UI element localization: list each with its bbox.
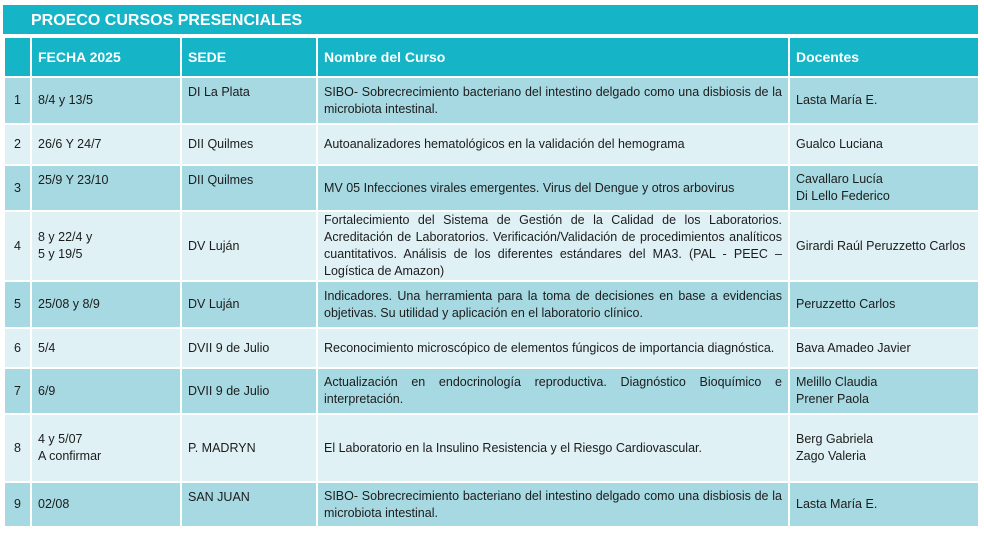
curso-cell: Autoanalizadores hematológicos en la validación del hemograma xyxy=(317,124,789,165)
curso-cell: SIBO- Sobrecrecimiento bacteriano del intestino delgado como una disbiosis de la microbiota intestinal. xyxy=(317,77,789,124)
sheet-title: PROECO CURSOS PRESENCIALES xyxy=(3,5,978,36)
row-number: 4 xyxy=(4,211,31,281)
fecha-cell-line: 6/9 xyxy=(38,383,56,398)
fecha-cell-line: 02/08 xyxy=(38,497,70,511)
docentes-cell-line: Lasta María E. xyxy=(796,497,878,511)
docentes-cell-line: Peruzzetto Carlos xyxy=(796,297,896,311)
fecha-cell-line: 25/9 Y 23/10 xyxy=(38,173,109,187)
docentes-cell-line: Prener Paola xyxy=(796,392,869,406)
row-number: 1 xyxy=(4,77,31,124)
row-number: 7 xyxy=(4,368,31,414)
row-number: 3 xyxy=(4,165,31,211)
courses-table xyxy=(3,36,980,528)
docentes-cell-line: Di Lello Federico xyxy=(796,189,890,203)
fecha-cell xyxy=(31,281,181,328)
docentes-cell xyxy=(789,124,979,165)
fecha-cell-line: 8/4 y 13/5 xyxy=(38,93,93,107)
fecha-cell-line: A confirmar xyxy=(38,449,102,463)
fecha-cell xyxy=(31,211,181,281)
sede-cell: DII Quilmes xyxy=(181,165,317,211)
docentes-cell xyxy=(789,165,979,211)
fecha-cell xyxy=(31,328,181,368)
fecha-cell-line: 26/6 Y 24/7 xyxy=(38,137,102,151)
header-curso: Nombre del Curso xyxy=(317,37,789,77)
sede-cell: P. MADRYN xyxy=(181,414,317,482)
docentes-cell-line: Gualco Luciana xyxy=(796,137,883,151)
fecha-cell xyxy=(31,77,181,124)
table-row xyxy=(4,482,979,527)
docentes-cell xyxy=(789,281,979,328)
sede-cell: DV Luján xyxy=(181,281,317,328)
row-number: 9 xyxy=(4,482,31,527)
docentes-cell xyxy=(789,328,979,368)
curso-cell: Actualización en endocrinología reproductiva. Diagnóstico Bioquímico e interpretación. xyxy=(317,368,789,414)
curso-cell: Indicadores. Una herramienta para la toma de decisiones en base a evidencias objetivas. Su utilidad y aplicación en el laboratorio clínico. xyxy=(317,281,789,328)
curso-cell: Reconocimiento microscópico de elementos fúngicos de importancia diagnóstica. xyxy=(317,328,789,368)
fecha-cell xyxy=(31,165,181,211)
header-docentes: Docentes xyxy=(789,37,979,77)
header-number xyxy=(4,37,31,77)
docentes-cell xyxy=(789,482,979,527)
table-row xyxy=(4,165,979,211)
curso-cell: El Laboratorio en la Insulino Resistencia y el Riesgo Cardiovascular. xyxy=(317,414,789,482)
curso-cell: MV 05 Infecciones virales emergentes. Virus del Dengue y otros arbovirus xyxy=(317,165,789,211)
header-row xyxy=(4,37,979,77)
curso-cell: Fortalecimiento del Sistema de Gestión de la Calidad de los Laboratorios. Acreditación de Laboratorios. Verificación/Validación de procedimientos analíticos cuantitativos. Análisis de los diferentes estándares del MA3. (PAL - PEEC – Logística de Amazon) xyxy=(317,211,789,281)
sede-cell: DVII 9 de Julio xyxy=(181,368,317,414)
header-fecha: FECHA 2025 xyxy=(31,37,181,77)
docentes-cell xyxy=(789,77,979,124)
row-number: 6 xyxy=(4,328,31,368)
table-row xyxy=(4,77,979,124)
docentes-cell-line: Girardi Raúl Peruzzetto Carlos xyxy=(796,238,966,253)
row-number: 5 xyxy=(4,281,31,328)
table-row xyxy=(4,328,979,368)
sede-cell: DVII 9 de Julio xyxy=(181,328,317,368)
sede-cell: SAN JUAN xyxy=(181,482,317,527)
sede-cell: DV Luján xyxy=(181,211,317,281)
docentes-cell xyxy=(789,368,979,414)
courses-sheet xyxy=(3,5,978,528)
curso-cell: SIBO- Sobrecrecimiento bacteriano del intestino delgado como una disbiosis de la microbiota intestinal. xyxy=(317,482,789,527)
fecha-cell xyxy=(31,414,181,482)
fecha-cell xyxy=(31,368,181,414)
row-number: 8 xyxy=(4,414,31,482)
docentes-cell-line: Lasta María E. xyxy=(796,93,878,107)
table-row xyxy=(4,414,979,482)
table-row xyxy=(4,368,979,414)
fecha-cell-line: 4 y 5/07 xyxy=(38,432,83,446)
table-row xyxy=(4,124,979,165)
courses-body xyxy=(4,77,979,527)
fecha-cell-line: 5 y 19/5 xyxy=(38,247,83,261)
table-row xyxy=(4,211,979,281)
header-sede: SEDE xyxy=(181,37,317,77)
docentes-cell-line: Zago Valeria xyxy=(796,449,866,463)
docentes-cell-line: Berg Gabriela xyxy=(796,432,874,446)
table-row xyxy=(4,281,979,328)
row-number: 2 xyxy=(4,124,31,165)
fecha-cell xyxy=(31,124,181,165)
fecha-cell-line: 8 y 22/4 y xyxy=(38,230,93,244)
sede-cell: DI La Plata xyxy=(181,77,317,124)
sede-cell: DII Quilmes xyxy=(181,124,317,165)
fecha-cell-line: 25/08 y 8/9 xyxy=(38,297,100,311)
docentes-cell-line: Cavallaro Lucía xyxy=(796,172,883,186)
docentes-cell-line: Melillo Claudia xyxy=(796,375,878,389)
docentes-cell-line: Bava Amadeo Javier xyxy=(796,340,911,355)
fecha-cell xyxy=(31,482,181,527)
docentes-cell xyxy=(789,211,979,281)
docentes-cell xyxy=(789,414,979,482)
fecha-cell-line: 5/4 xyxy=(38,340,56,355)
